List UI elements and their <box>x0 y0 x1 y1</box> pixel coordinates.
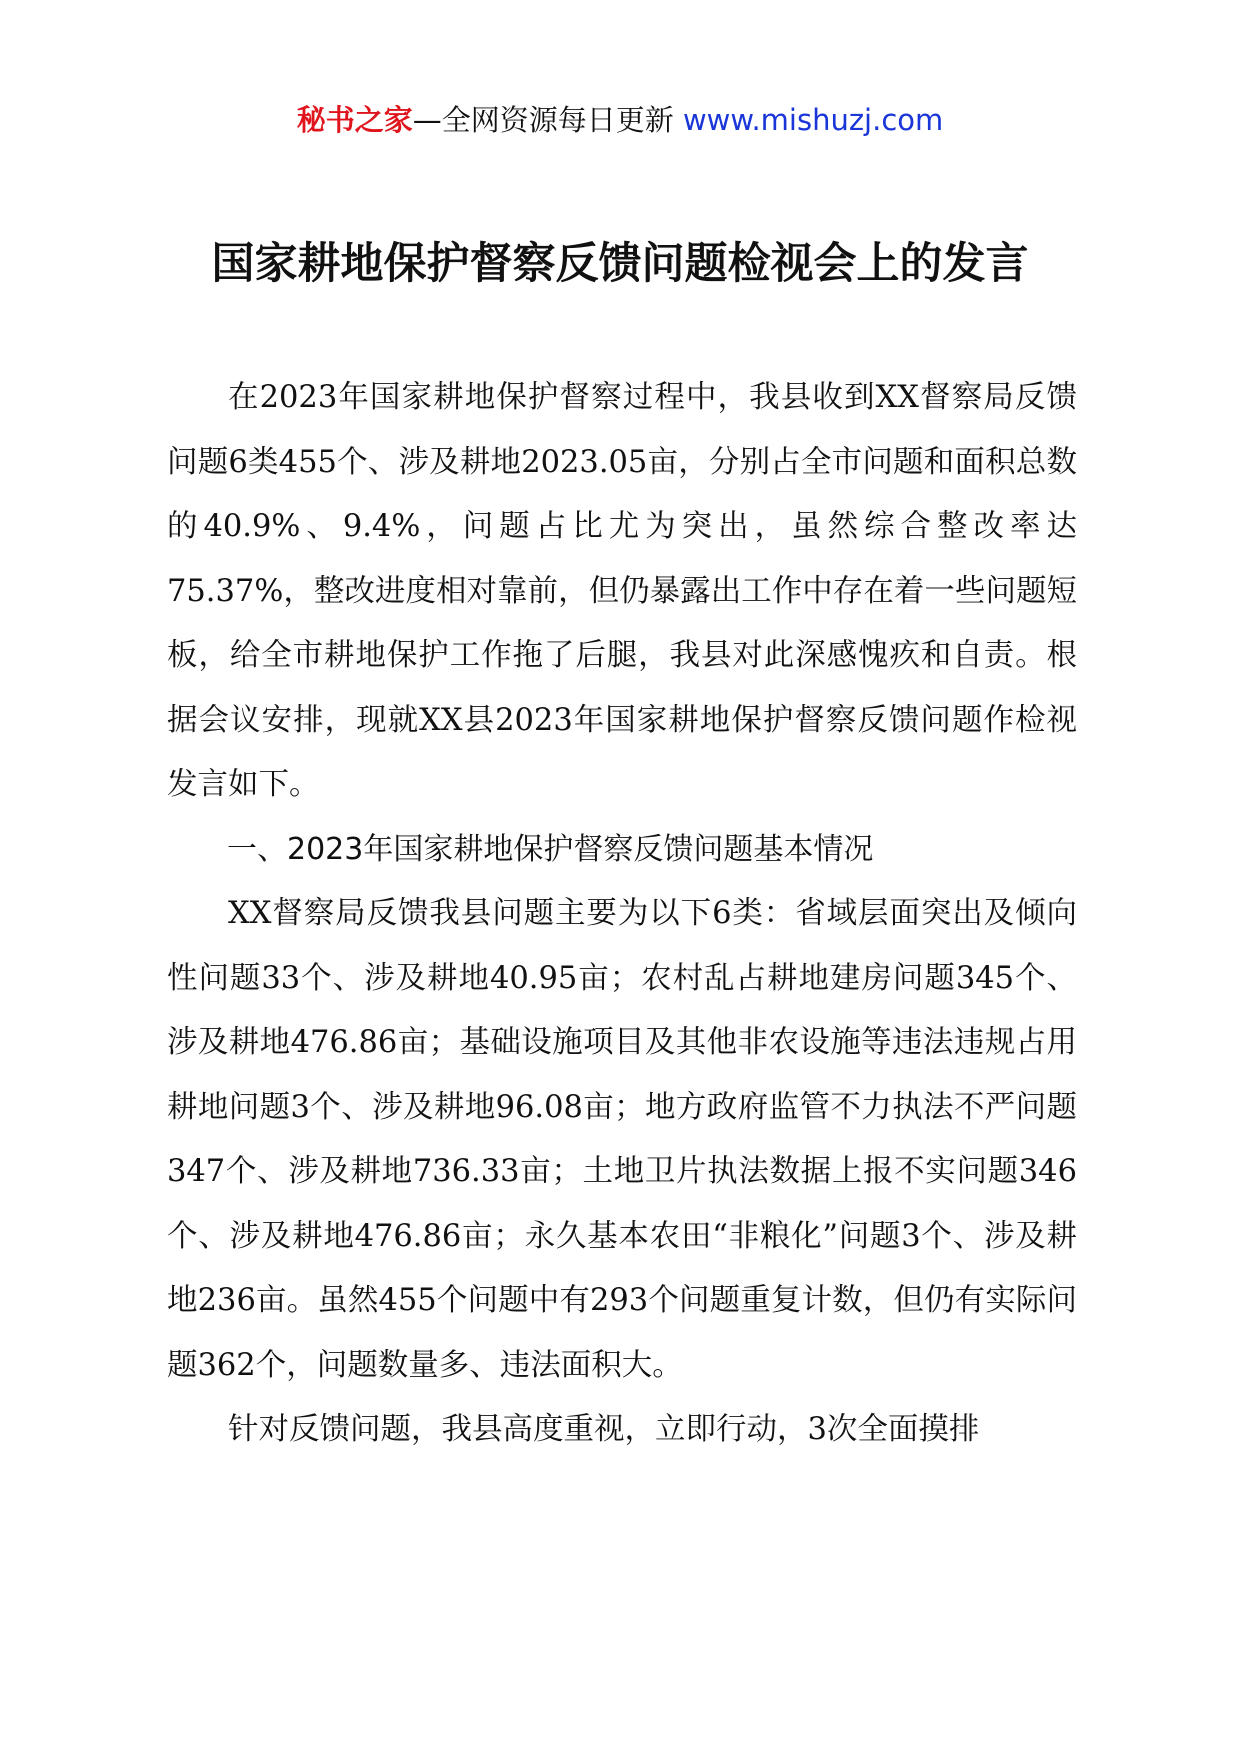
issues-paragraph: XX督察局反馈我县问题主要为以下6类：省域层面突出及倾向性问题33个、涉及耕地40.95亩；农村乱占耕地建房问题345个、涉及耕地476.86亩；基础设施项目及其他非农设施等违法违规占用耕地问题3个、涉及耕地96.08亩；地方政府监管不力执法不严问题347个、涉及耕地736.33亩；土地卫片执法数据上报不实问题346个、涉及耕地476.86亩；永久基本农田“非粮化”问题3个、涉及耕地236亩。虽然455个问题中有293个问题重复计数，但仍有实际问题362个，问题数量多、违法面积大。 <box>167 896 1077 1383</box>
document-body <box>167 366 1077 1463</box>
site-url-link[interactable]: www.mishuzj.com <box>682 103 944 137</box>
document-title: 国家耕地保护督察反馈问题检视会上的发言 <box>211 239 1029 289</box>
section-heading: 一、2023年国家耕地保护督察反馈问题基本情况 <box>227 831 874 867</box>
response-paragraph: 针对反馈问题，我县高度重视，立即行动，3次全面摸排 <box>228 1412 980 1447</box>
brand-name: 秘书之家 <box>296 103 413 137</box>
header-tagline: —全网资源每日更新 <box>412 103 674 137</box>
intro-paragraph: 在2023年国家耕地保护督察过程中，我县收到XX督察局反馈问题6类455个、涉及耕地2023.05亩，分别占全市问题和面积总数的40.9%、9.4%，问题占比尤为突出，虽然综合整改率达75.37%，整改进度相对靠前，但仍暴露出工作中存在着一些问题短板，给全市耕地保护工作拖了后腿，我县对此深感愧疚和自责。根据会议安排，现就XX县2023年国家耕地保护督察反馈问题作检视发言如下。 <box>167 380 1077 802</box>
site-header <box>0 100 1240 140</box>
